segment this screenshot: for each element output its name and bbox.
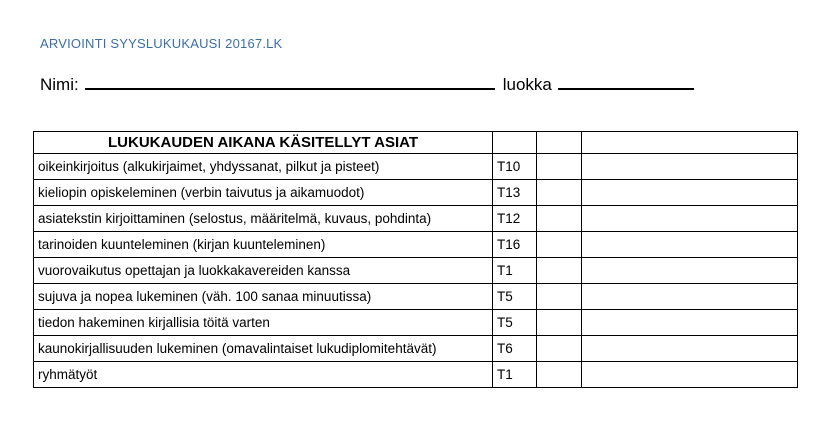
- empty-cell: [582, 362, 798, 388]
- table-row: [34, 180, 798, 206]
- topics-table: [33, 131, 798, 388]
- name-blank-line: [85, 72, 495, 90]
- empty-cell: [582, 232, 798, 258]
- empty-cell: [582, 206, 798, 232]
- name-label: Nimi:: [40, 75, 79, 94]
- class-label: luokka: [502, 75, 552, 94]
- table-row: [34, 258, 798, 284]
- table-row: [34, 154, 798, 180]
- table-row: [34, 284, 798, 310]
- empty-cell: [537, 284, 582, 310]
- header-empty-cell: [537, 132, 582, 154]
- empty-cell: [537, 180, 582, 206]
- table-row: [34, 362, 798, 388]
- goal-code-cell: T1: [493, 362, 537, 388]
- topic-cell: sujuva ja nopea lukeminen (väh. 100 sanaa minuutissa): [34, 284, 493, 310]
- table-row: [34, 336, 798, 362]
- empty-cell: [537, 206, 582, 232]
- empty-cell: [582, 336, 798, 362]
- document-title: ARVIOINTI SYYSLUKUKAUSI 20167.LK: [40, 36, 283, 51]
- topic-cell: tarinoiden kuunteleminen (kirjan kuunteleminen): [34, 232, 493, 258]
- goal-code-cell: T12: [493, 206, 537, 232]
- empty-cell: [537, 310, 582, 336]
- empty-cell: [537, 362, 582, 388]
- name-class-line: [40, 72, 694, 95]
- class-blank-line: [558, 72, 694, 90]
- goal-code-cell: T16: [493, 232, 537, 258]
- topic-cell: kaunokirjallisuuden lukeminen (omavalintaiset lukudiplomitehtävät): [34, 336, 493, 362]
- goal-code-cell: T10: [493, 154, 537, 180]
- empty-cell: [582, 180, 798, 206]
- empty-cell: [582, 258, 798, 284]
- empty-cell: [537, 336, 582, 362]
- header-empty-cell: [493, 132, 537, 154]
- topic-cell: asiatekstin kirjoittaminen (selostus, määritelmä, kuvaus, pohdinta): [34, 206, 493, 232]
- topic-cell: ryhmätyöt: [34, 362, 493, 388]
- empty-cell: [582, 154, 798, 180]
- topic-cell: oikeinkirjoitus (alkukirjaimet, yhdyssanat, pilkut ja pisteet): [34, 154, 493, 180]
- table-row: [34, 206, 798, 232]
- goal-code-cell: T5: [493, 310, 537, 336]
- empty-cell: [582, 310, 798, 336]
- topic-cell: kieliopin opiskeleminen (verbin taivutus ja aikamuodot): [34, 180, 493, 206]
- topic-cell: vuorovaikutus opettajan ja luokkakavereiden kanssa: [34, 258, 493, 284]
- empty-cell: [582, 284, 798, 310]
- goal-code-cell: T5: [493, 284, 537, 310]
- empty-cell: [537, 258, 582, 284]
- table-row: [34, 232, 798, 258]
- goal-code-cell: T6: [493, 336, 537, 362]
- topics-header: LUKUKAUDEN AIKANA KÄSITELLYT ASIAT: [34, 132, 493, 154]
- empty-cell: [537, 154, 582, 180]
- table-row: [34, 310, 798, 336]
- goal-code-cell: T13: [493, 180, 537, 206]
- goal-code-cell: T1: [493, 258, 537, 284]
- header-empty-cell: [582, 132, 798, 154]
- empty-cell: [537, 232, 582, 258]
- table-header-row: [34, 132, 798, 154]
- topic-cell: tiedon hakeminen kirjallisia töitä varten: [34, 310, 493, 336]
